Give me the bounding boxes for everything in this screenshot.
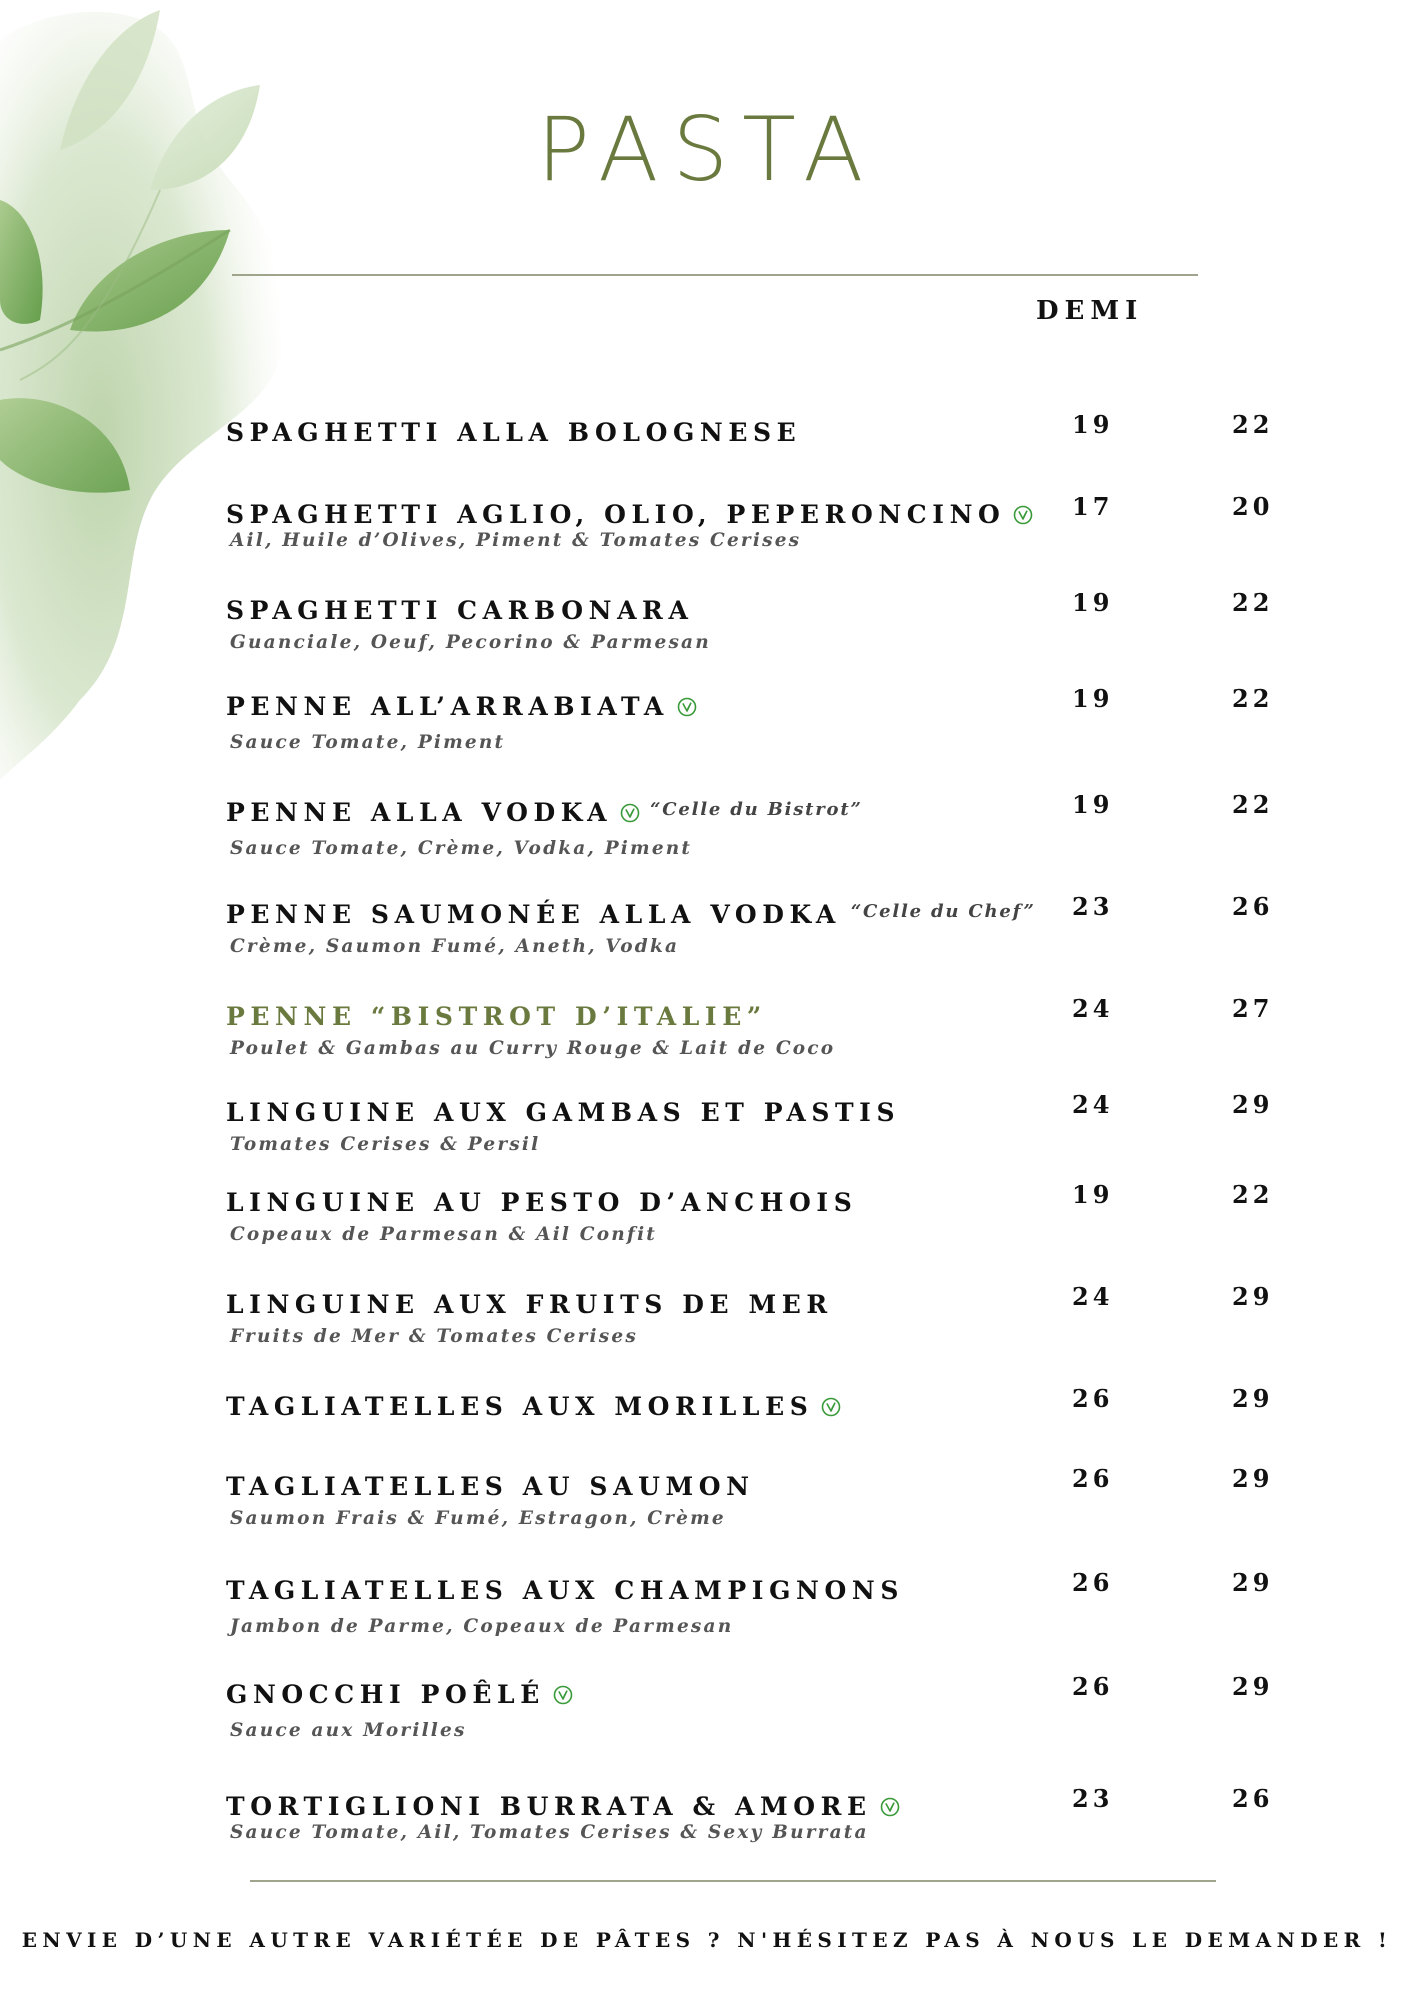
menu-item-name [226, 500, 1033, 529]
menu-item-name [226, 1472, 755, 1501]
price-demi: 24 [1072, 994, 1114, 1023]
price-demi: 24 [1072, 1090, 1114, 1119]
menu-item-name-text: LINGUINE AUX FRUITS DE MER [226, 1290, 833, 1319]
menu-item-note: “Celle du Chef” [850, 901, 1036, 922]
menu-item-name-text: SPAGHETTI CARBONARA [226, 596, 694, 625]
menu-item-name [226, 1680, 573, 1709]
vegetarian-icon [553, 1682, 573, 1702]
menu-item [0, 790, 1414, 878]
menu-item-description: Sauce Tomate, Piment [230, 732, 506, 753]
menu-item [0, 492, 1414, 580]
top-divider [232, 274, 1198, 276]
menu-item-name [226, 418, 801, 447]
menu-item [0, 1568, 1414, 1656]
menu-item [0, 1672, 1414, 1760]
price-demi: 26 [1072, 1384, 1114, 1413]
menu-item-description: Tomates Cerises & Persil [230, 1134, 541, 1155]
menu-item-description: Guanciale, Oeuf, Pecorino & Parmesan [230, 632, 711, 653]
price-demi: 19 [1072, 588, 1114, 617]
vegetarian-icon [620, 800, 640, 820]
menu-item [0, 1090, 1414, 1178]
menu-item-name [226, 1792, 900, 1821]
price-full: 29 [1232, 1464, 1274, 1493]
menu-item-name [226, 692, 697, 721]
menu-item-name [226, 1002, 767, 1031]
menu-item-description: Jambon de Parme, Copeaux de Parmesan [230, 1616, 734, 1637]
price-demi: 19 [1072, 410, 1114, 439]
menu-item-name [226, 900, 1036, 929]
vegetarian-icon [880, 1794, 900, 1814]
price-full: 22 [1232, 588, 1274, 617]
menu-item [0, 1464, 1414, 1552]
vegetarian-icon [677, 694, 697, 714]
menu-item [0, 892, 1414, 980]
menu-item [0, 588, 1414, 676]
price-full: 22 [1232, 1180, 1274, 1209]
menu-item-description: Saumon Frais & Fumé, Estragon, Crème [230, 1508, 726, 1529]
price-demi: 17 [1072, 492, 1114, 521]
menu-item-name [226, 1392, 841, 1421]
menu-item-name-text: LINGUINE AUX GAMBAS ET PASTIS [226, 1098, 901, 1127]
menu-item [0, 1384, 1414, 1472]
menu-item-name-text: TAGLIATELLES AUX CHAMPIGNONS [226, 1576, 904, 1605]
price-demi: 19 [1072, 684, 1114, 713]
menu-item-name-text: PENNE ALLA VODKA [226, 798, 613, 827]
bottom-divider [250, 1880, 1216, 1882]
menu-item-name-text: TORTIGLIONI BURRATA & AMORE [226, 1792, 872, 1821]
price-demi: 23 [1072, 1784, 1114, 1813]
menu-item [0, 1180, 1414, 1268]
menu-item-description: Fruits de Mer & Tomates Cerises [230, 1326, 638, 1347]
menu-item-description: Ail, Huile d’Olives, Piment & Tomates Cerises [230, 530, 802, 551]
price-full: 22 [1232, 410, 1274, 439]
menu-item-name [226, 1576, 904, 1605]
price-demi: 19 [1072, 1180, 1114, 1209]
price-full: 22 [1232, 790, 1274, 819]
price-demi: 26 [1072, 1672, 1114, 1701]
menu-item-name [226, 1290, 833, 1319]
menu-item-name [226, 1188, 857, 1217]
price-full: 29 [1232, 1568, 1274, 1597]
menu-item-name-text: SPAGHETTI ALLA BOLOGNESE [226, 418, 802, 447]
price-full: 29 [1232, 1282, 1274, 1311]
menu-item [0, 994, 1414, 1082]
menu-item-name-text: TAGLIATELLES AUX MORILLES [226, 1392, 814, 1421]
menu-item-description: Poulet & Gambas au Curry Rouge & Lait de Coco [230, 1038, 836, 1059]
menu-item-name [226, 1098, 900, 1127]
menu-item [0, 1282, 1414, 1370]
menu-item-name-text: PENNE “BISTROT D’ITALIE” [226, 1002, 767, 1031]
menu-item-name-text: SPAGHETTI AGLIO, OLIO, PEPERONCINO [226, 500, 1006, 529]
menu-item-name-text: GNOCCHI POÊLÉ [226, 1680, 545, 1709]
menu-item-description: Sauce aux Morilles [230, 1720, 467, 1741]
price-full: 29 [1232, 1384, 1274, 1413]
menu-item-name [226, 798, 863, 827]
page-title: PASTA [536, 98, 878, 201]
menu-item-description: Copeaux de Parmesan & Ail Confit [230, 1224, 658, 1245]
price-full: 29 [1232, 1090, 1274, 1119]
menu-item-name-text: LINGUINE AU PESTO D’ANCHOIS [226, 1188, 858, 1217]
price-full: 22 [1232, 684, 1274, 713]
menu-item [0, 1784, 1414, 1872]
menu-item [0, 410, 1414, 498]
menu-item [0, 684, 1414, 772]
price-demi: 26 [1072, 1568, 1114, 1597]
price-demi: 23 [1072, 892, 1114, 921]
menu-item-name [226, 596, 693, 625]
vegetarian-icon [821, 1394, 841, 1414]
vegetarian-icon [1013, 502, 1033, 522]
price-demi: 24 [1072, 1282, 1114, 1311]
footer-note: ENVIE D’UNE AUTRE VARIÉTÉE DE PÂTES ? N'HÉSITEZ PAS À NOUS LE DEMANDER ! [21, 1928, 1393, 1952]
menu-item-note: “Celle du Bistrot” [650, 799, 863, 820]
menu-item-name-text: TAGLIATELLES AU SAUMON [226, 1472, 755, 1501]
menu-item-description: Sauce Tomate, Crème, Vodka, Piment [230, 838, 693, 859]
menu-item-name-text: PENNE ALL’ARRABIATA [226, 692, 669, 721]
price-full: 20 [1232, 492, 1274, 521]
price-demi: 26 [1072, 1464, 1114, 1493]
menu-item-description: Crème, Saumon Fumé, Aneth, Vodka [230, 936, 680, 957]
price-full: 26 [1232, 1784, 1274, 1813]
price-full: 29 [1232, 1672, 1274, 1701]
price-full: 26 [1232, 892, 1274, 921]
price-full: 27 [1232, 994, 1274, 1023]
menu-item-description: Sauce Tomate, Ail, Tomates Cerises & Sexy Burrata [230, 1822, 869, 1843]
menu-item-name-text: PENNE SAUMONÉE ALLA VODKA [226, 900, 841, 929]
price-demi: 19 [1072, 790, 1114, 819]
column-header-demi: DEMI [1036, 296, 1144, 326]
